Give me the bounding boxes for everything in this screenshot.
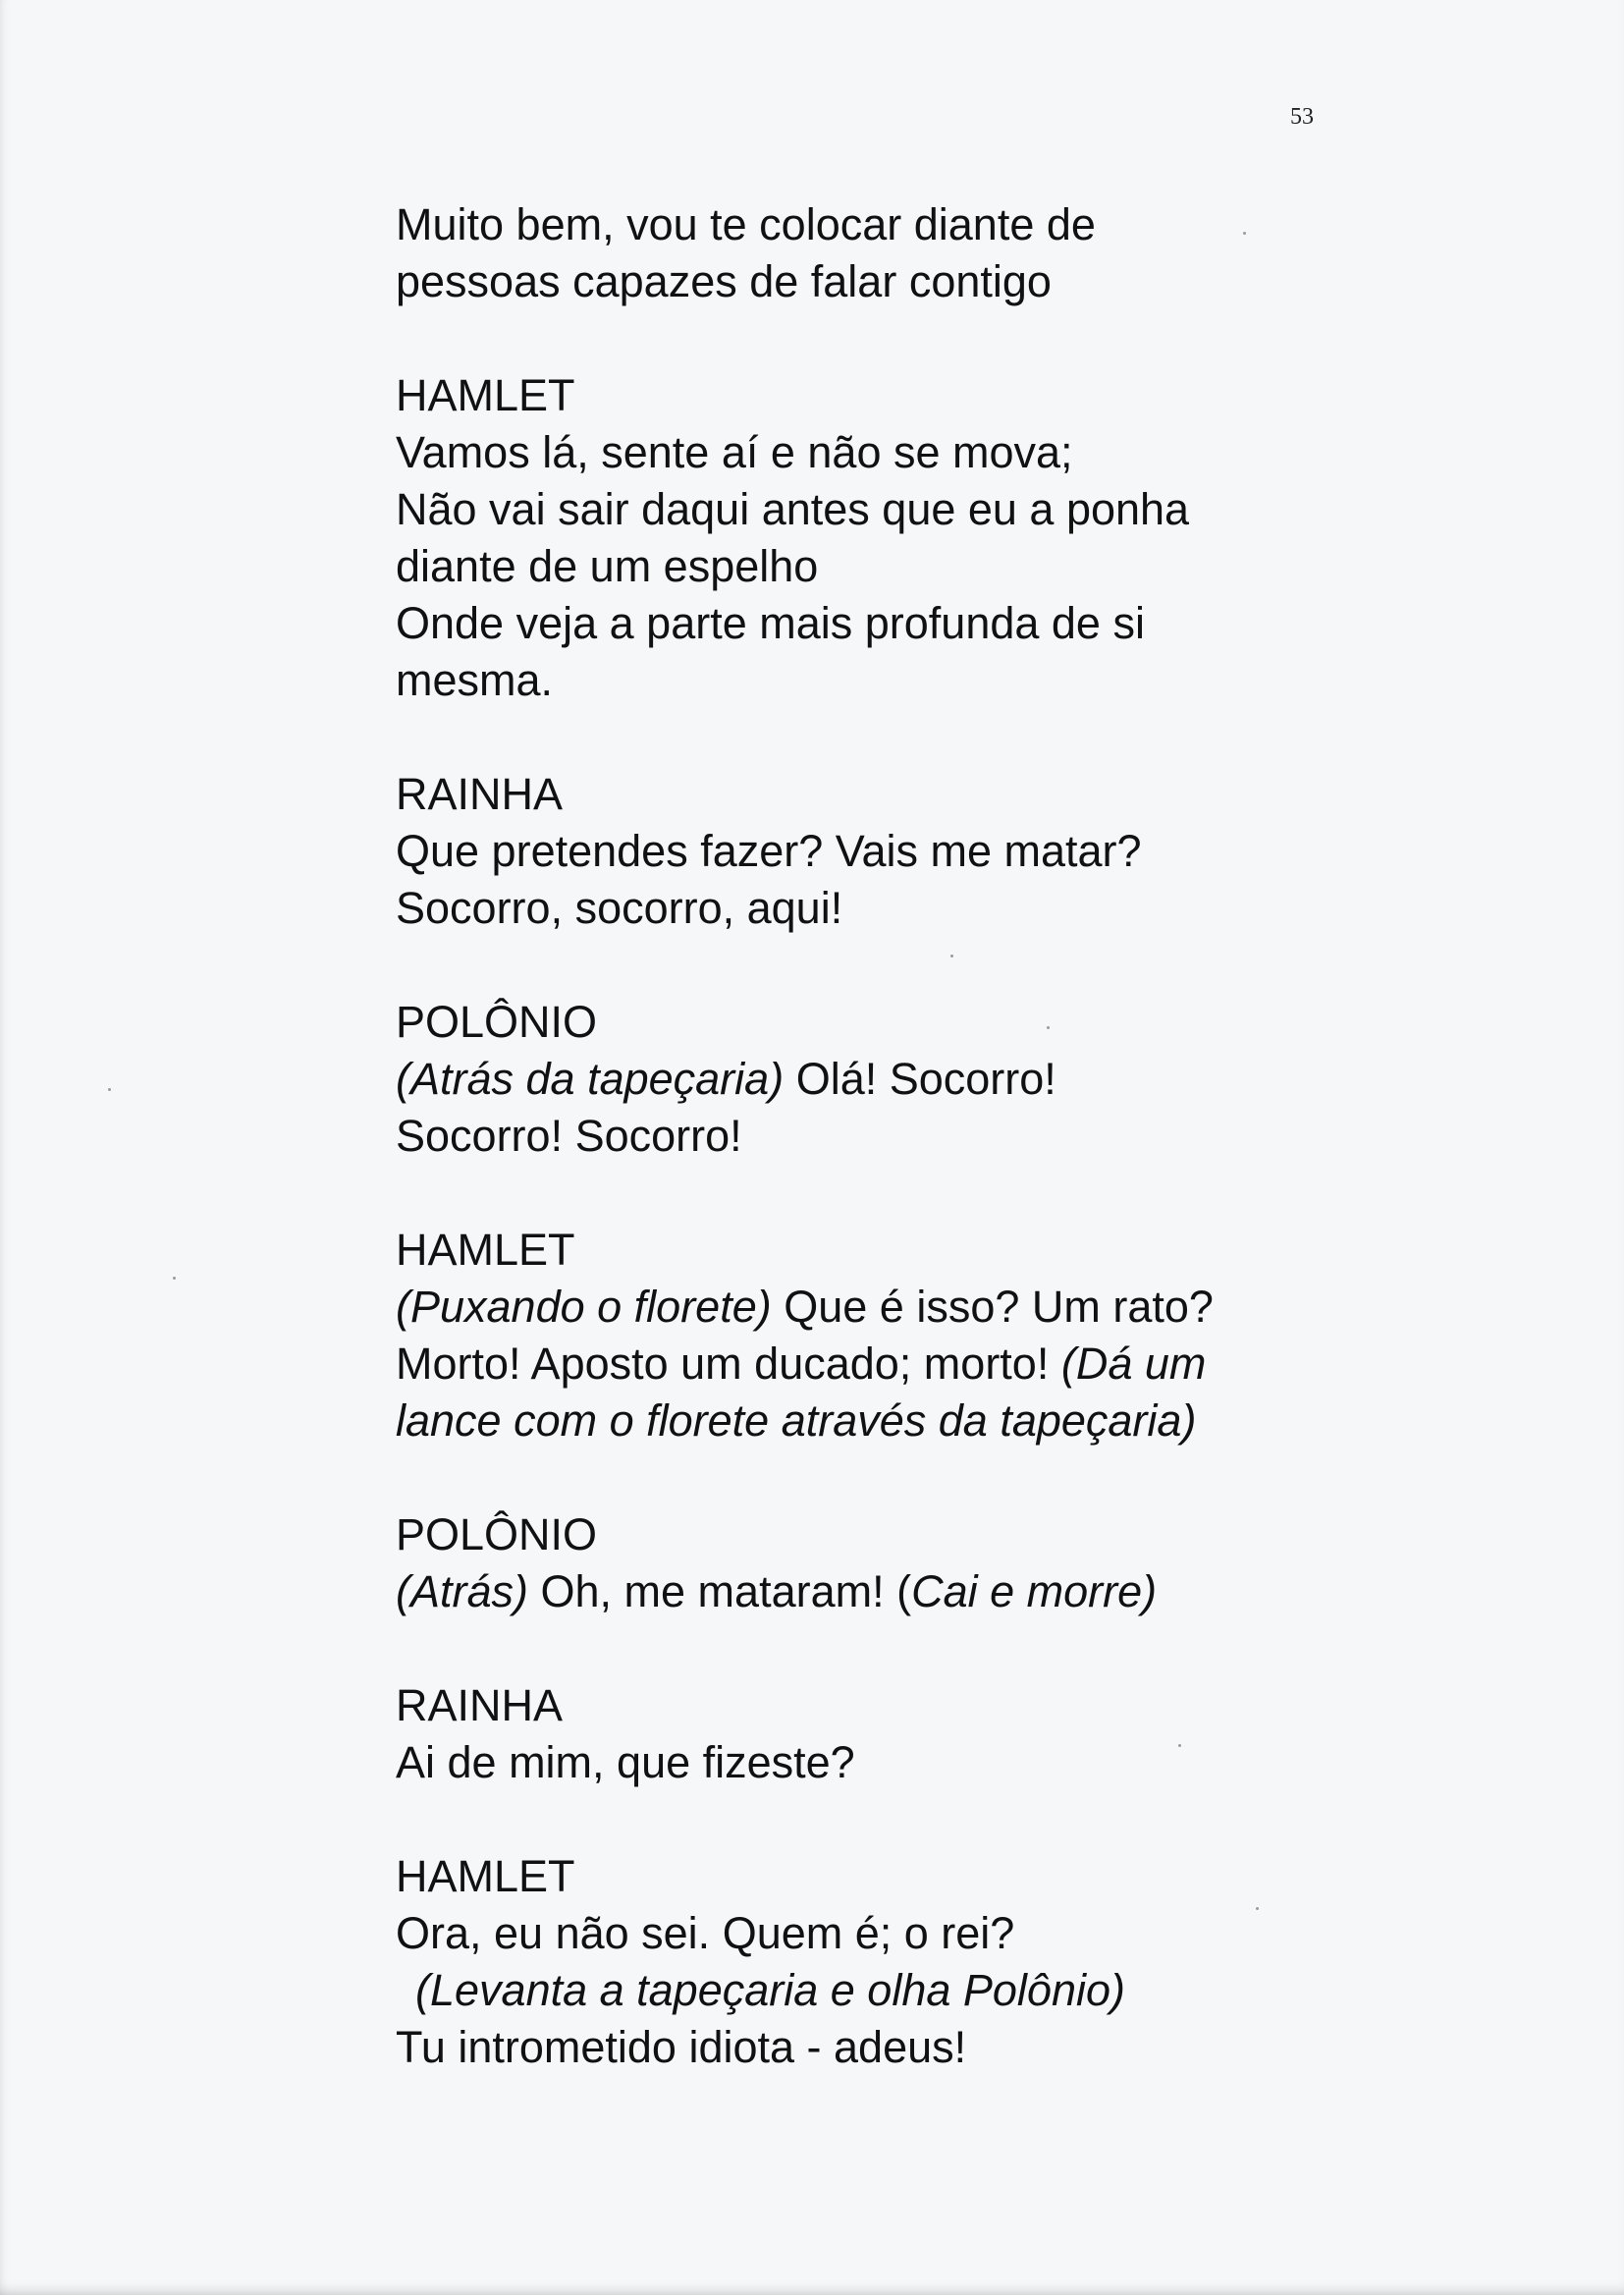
stage-direction: (Puxando o florete): [396, 1282, 772, 1332]
stanza-gap: [396, 1791, 1378, 1848]
text-line: Socorro, socorro, aqui!: [396, 883, 843, 933]
dialogue-text: Oh, me mataram! (: [528, 1566, 912, 1616]
text-line: Ai de mim, que fizeste?: [396, 1737, 855, 1787]
dialogue-text: Morto! Aposto um ducado; morto!: [396, 1339, 1061, 1389]
speaker-name: HAMLET: [396, 370, 575, 420]
text-line: Tu intrometido idiota - adeus!: [396, 2022, 967, 2072]
stanza-gap: [396, 1449, 1378, 1506]
scan-speck: [1256, 1907, 1259, 1910]
dialogue-text: Olá! Socorro!: [784, 1054, 1056, 1104]
text-line: mesma.: [396, 655, 554, 705]
stage-direction: (Dá um: [1060, 1339, 1207, 1389]
dialogue-text: Que é isso? Um rato?: [771, 1282, 1214, 1332]
stanza-gap: [396, 1620, 1378, 1677]
scan-speck: [108, 1088, 111, 1091]
stanza-gap: [396, 310, 1378, 367]
script-text: [396, 196, 1378, 2076]
text-line: [396, 1336, 1378, 1393]
stanza-gap: [396, 709, 1378, 766]
text-line: [396, 1563, 1378, 1620]
stage-direction: (Levanta a tapeçaria e olha Polônio): [415, 1965, 1125, 2015]
text-line: Onde veja a parte mais profunda de si: [396, 598, 1145, 648]
speaker-name: RAINHA: [396, 1680, 564, 1730]
speaker-name: POLÔNIO: [396, 1509, 598, 1559]
text-line: Socorro! Socorro!: [396, 1111, 742, 1161]
text-line: pessoas capazes de falar contigo: [396, 256, 1052, 306]
stage-direction: lance com o florete através da tapeçaria): [396, 1395, 1197, 1446]
page-number: 53: [1290, 104, 1314, 130]
text-line: [396, 1279, 1378, 1336]
text-line: diante de um espelho: [396, 541, 819, 591]
scan-speck: [1243, 232, 1246, 235]
text-line: Ora, eu não sei. Quem é; o rei?: [396, 1908, 1015, 1958]
text-line: [396, 1051, 1378, 1108]
stanza-gap: [396, 1165, 1378, 1222]
text-line: Muito bem, vou te colocar diante de: [396, 199, 1096, 249]
stage-direction: Cai e morre): [911, 1566, 1158, 1616]
speaker-name: HAMLET: [396, 1225, 575, 1275]
speaker-name: POLÔNIO: [396, 997, 598, 1047]
text-line: Que pretendes fazer? Vais me matar?: [396, 826, 1142, 876]
text-line: Vamos lá, sente aí e não se mova;: [396, 427, 1073, 477]
speaker-name: RAINHA: [396, 769, 564, 819]
stanza-gap: [396, 937, 1378, 994]
scan-speck: [950, 955, 953, 957]
text-line: Não vai sair daqui antes que eu a ponha: [396, 484, 1190, 534]
scan-speck: [173, 1277, 176, 1280]
scan-speck: [1178, 1744, 1181, 1747]
stage-direction: (Atrás): [396, 1566, 528, 1616]
stage-direction: (Atrás da tapeçaria): [396, 1054, 785, 1104]
scan-speck: [1047, 1026, 1050, 1029]
speaker-name: HAMLET: [396, 1851, 575, 1901]
